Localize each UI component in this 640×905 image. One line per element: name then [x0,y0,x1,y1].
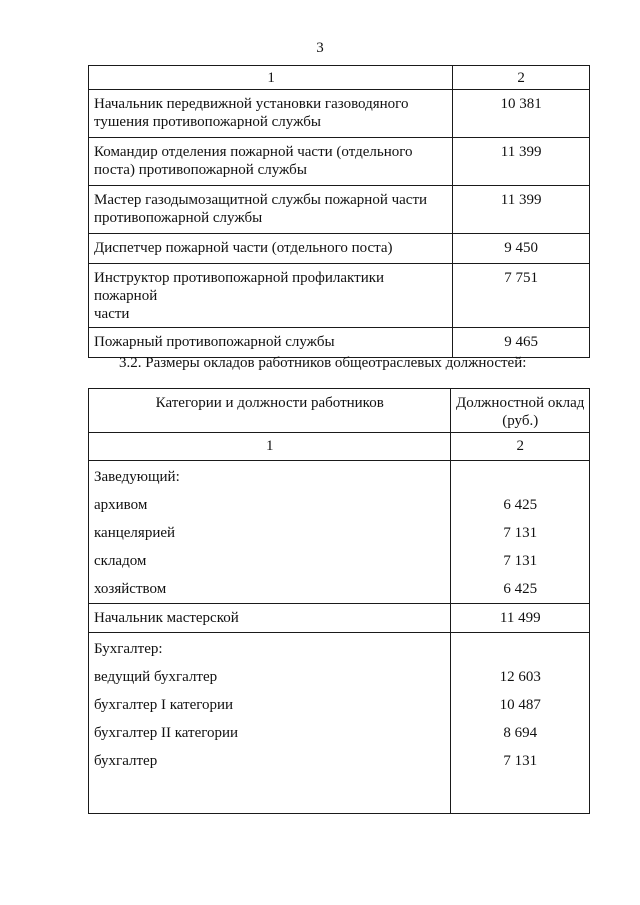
position-name-text: Начальник мастерской [94,610,239,626]
position-name [89,186,453,234]
position-name-line: Начальник передвижной установки газоводяного [94,96,409,112]
salary-value: 11 399 [453,186,590,234]
position-name-line: поста) противопожарной службы [94,162,307,178]
table-row-group-head [89,461,590,604]
group-title: Бухгалтер: [94,641,163,657]
position-name [89,234,453,264]
position-name-line: противопожарной службы [94,210,263,226]
salary-table-fire-service [88,65,590,358]
position-name [89,328,453,358]
list-item: ведущий бухгалтер [94,669,218,685]
column-number-row [89,433,590,461]
position-name [89,90,453,138]
salary-cell [451,604,590,633]
table-header-row [89,389,590,433]
column-header-salary [451,389,590,433]
table-row [89,138,590,186]
column-header-salary-line: Должностной оклад [456,395,585,411]
salary-value: 9 465 [453,328,590,358]
table-row [89,186,590,234]
table-row [89,328,590,358]
list-item: канцелярией [94,525,176,541]
salary-value: 8 694 [503,725,538,741]
position-name-line: Инструктор противопожарной профилактики пожарной [94,270,385,304]
salary-value: 7 131 [503,753,538,769]
position-name-line: тушения противопожарной службы [94,114,321,130]
list-item: архивом [94,497,148,513]
position-name-line: Диспетчер пожарной части (отдельного поста) [94,240,393,256]
salary-value: 7 751 [453,264,590,328]
salary-table-general-positions [88,388,590,814]
position-name-line: Мастер газодымозащитной службы пожарной части [94,192,428,208]
salary-value: 9 450 [453,234,590,264]
column-header-positions: Категории и должности работников [89,389,451,433]
group-positions [89,633,451,814]
salary-value: 7 131 [503,525,538,541]
column-number-1: 1 [89,66,453,90]
salary-value: 10 487 [499,697,541,713]
position-name-line: Командир отделения пожарной части (отдельного [94,144,413,160]
table-row [89,264,590,328]
empty-value [451,463,589,491]
list-item: бухгалтер I категории [94,697,234,713]
salary-value: 11 399 [453,138,590,186]
group-title: Заведующий: [94,469,180,485]
group-values [451,633,590,814]
salary-value: 6 425 [503,581,538,597]
column-number-2: 2 [453,66,590,90]
salary-value: 12 603 [499,669,541,685]
list-item: бухгалтер II категории [94,725,239,741]
page-number: 3 [316,40,324,56]
section-heading: 3.2. Размеры окладов работников общеотраслевых должностей: [119,355,527,371]
column-number-2: 2 [451,433,590,461]
list-item: хозяйством [94,581,167,597]
column-header-salary-unit: (руб.) [502,413,539,429]
position-name [89,604,451,633]
position-name-line: Пожарный противопожарной службы [94,334,335,350]
position-name-line: части [94,306,130,322]
salary-value: 10 381 [453,90,590,138]
list-item: складом [94,553,147,569]
table-row [89,90,590,138]
position-name [89,264,453,328]
salary-value: 7 131 [503,553,538,569]
salary-value: 11 499 [499,610,541,626]
salary-value: 6 425 [503,497,538,513]
table-row-group-head [89,633,590,814]
table-row [89,234,590,264]
table-header-row [89,66,590,90]
table-row [89,604,590,633]
column-number-1: 1 [89,433,451,461]
position-name [89,138,453,186]
list-item: бухгалтер [94,753,158,769]
group-values [451,461,590,604]
empty-value [451,635,589,663]
group-positions [89,461,451,604]
